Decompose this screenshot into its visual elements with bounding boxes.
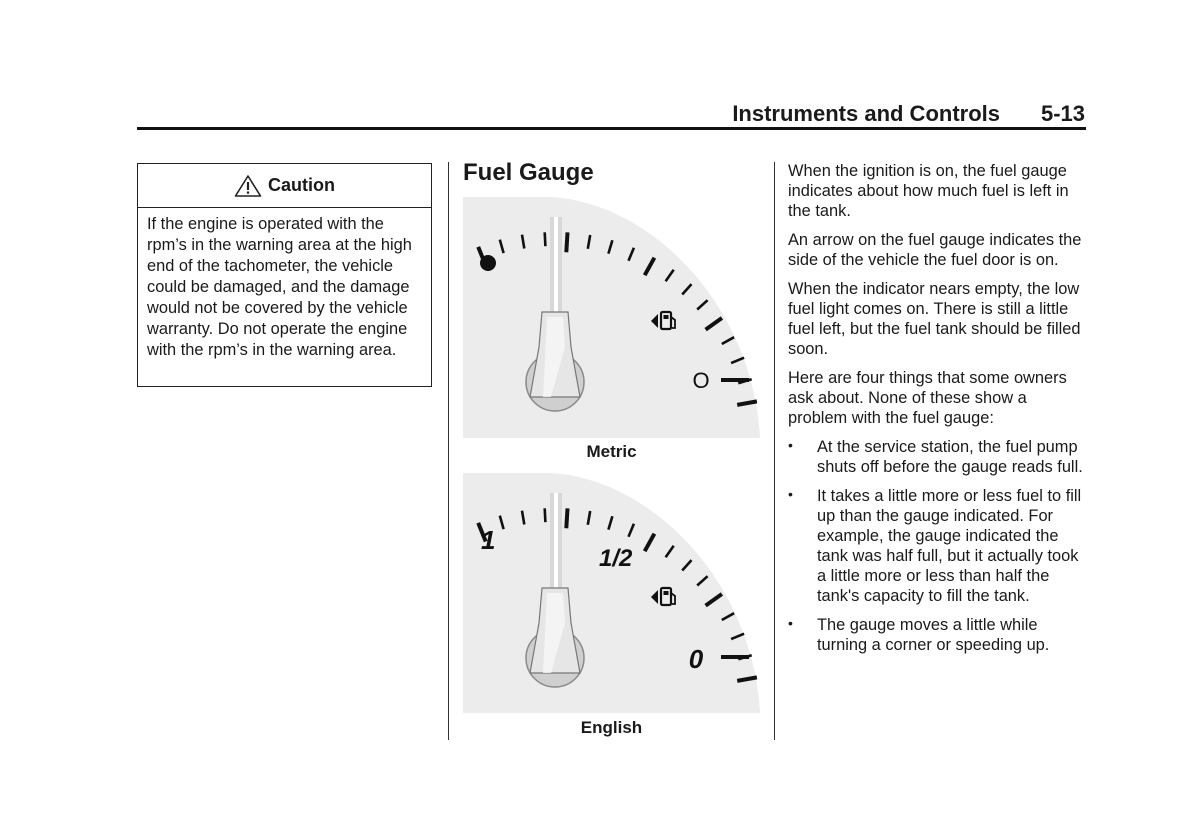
english-gauge-illustration [463,473,760,713]
paragraph: An arrow on the fuel gauge indicates the side of the vehicle the fuel door is on. [788,231,1082,269]
bullet-list [788,437,1088,655]
gauge-tick [545,508,546,522]
gauge-tick [566,508,567,528]
metric-caption: Metric [586,442,637,461]
bullet-icon: • [788,486,793,502]
english-gauge-figure [463,473,760,713]
paragraph: When the ignition is on, the fuel gauge indicates about how much fuel is left in the tank. [788,162,1069,220]
page-number: 5-13 [1040,101,1085,126]
gauge-tick [566,232,567,252]
header-rule [137,127,1086,130]
english-full-label: 1 [481,525,496,555]
right-column [788,161,1088,664]
gauge-tick [545,232,546,246]
column-divider-right [774,162,775,740]
warning-triangle-icon [234,174,262,198]
gauge-face [463,473,760,713]
fuel-gauge-title: Fuel Gauge [463,159,594,186]
english-half-label: 1/2 [599,545,633,572]
paragraph: When the indicator nears empty, the low fuel light comes on. There is still a little fuel left, but the fuel tank should be filled soon. [788,280,1081,358]
list-item-text: At the service station, the fuel pump shuts off before the gauge reads full. [817,438,1083,476]
paragraph: Here are four things that some owners ask about. None of these show a problem with the fuel gauge: [788,369,1067,427]
list-item [788,615,1088,655]
bullet-icon: • [788,437,793,453]
gauge-face [463,197,760,438]
empty-tick [721,378,749,382]
column-divider-left [448,162,449,740]
metric-gauge-figure [463,197,760,438]
list-item [788,437,1088,477]
caution-box [137,163,432,387]
english-low-label: 0 [688,644,704,674]
metric-gauge-illustration [463,197,760,438]
list-item-text: The gauge moves a little while turning a corner or speeding up. [817,616,1050,654]
bullet-icon: • [788,615,793,631]
full-indicator-dot [480,255,496,271]
list-item [788,486,1088,606]
list-item-text: It takes a little more or less fuel to fill up than the gauge indicated. For example, the gauge indicated the tank was half full, but it actually took a little more or less than half the tank's capacity to fill the tank. [817,487,1082,605]
caution-text: If the engine is operated with the rpm’s in the warning area at the high end of the tachometer, the vehicle could be damaged, and the damage would not be covered by the vehicle warranty. Do not operate the engine with the rpm’s in the warning area. [147,215,412,359]
section-title: Instruments and Controls [732,101,1000,126]
english-caption: English [580,718,643,737]
metric-low-label: O [692,368,710,393]
caution-heading-text: Caution [268,175,335,195]
empty-tick [721,655,749,659]
caution-heading [138,164,431,208]
